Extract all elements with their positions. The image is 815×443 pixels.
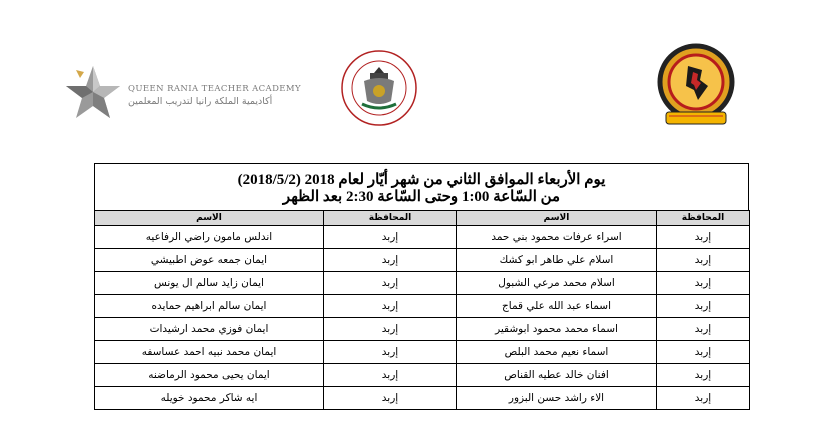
governorate-cell: إربد: [657, 387, 750, 410]
table-row: [95, 341, 750, 364]
governorate-cell: إربد: [324, 249, 457, 272]
table-row: [95, 272, 750, 295]
table-header-row: [95, 211, 750, 226]
col-header-name: الاسم: [95, 211, 324, 226]
col-header-governorate: المحافظة: [657, 211, 750, 226]
governorate-cell: إربد: [324, 318, 457, 341]
candidates-table: [94, 210, 750, 410]
qrta-name-ar: أكاديمية الملكة رانيا لتدريب المعلمين: [128, 96, 273, 107]
name-cell: ايمان فوزي محمد ارشيدات: [95, 318, 324, 341]
name-cell: اسراء عرفات محمود بني حمد: [457, 226, 657, 249]
name-cell: اسلام محمد مرعي الشبول: [457, 272, 657, 295]
governorate-cell: إربد: [324, 341, 457, 364]
name-cell: ايمان جمعه عوض اطبيشي: [95, 249, 324, 272]
name-cell: افنان خالد عطيه القناص: [457, 364, 657, 387]
name-cell: ايمان زايد سالم ال يونس: [95, 272, 324, 295]
governorate-cell: إربد: [657, 318, 750, 341]
governorate-cell: إربد: [657, 226, 750, 249]
civil-service-logo: [651, 42, 741, 134]
name-cell: اسماء عبد الله علي قماج: [457, 295, 657, 318]
schedule-time: من السّاعة 1:00 وحتى السّاعة 2:30 بعد الظهر: [282, 189, 561, 205]
governorate-cell: إربد: [324, 295, 457, 318]
governorate-cell: إربد: [657, 272, 750, 295]
table-row: [95, 318, 750, 341]
governorate-cell: إربد: [657, 295, 750, 318]
table-row: [95, 364, 750, 387]
qrta-name-en: QUEEN RANIA TEACHER ACADEMY: [128, 84, 302, 94]
table-row: [95, 226, 750, 249]
governorate-cell: إربد: [324, 226, 457, 249]
table-row: [95, 295, 750, 318]
star-icon: [62, 62, 124, 122]
governorate-cell: إربد: [657, 249, 750, 272]
name-cell: اسماء محمد محمود ابوشقير: [457, 318, 657, 341]
schedule-date: يوم الأربعاء الموافق الثاني من شهر أيّار لعام 2018 (2018/5/2): [237, 172, 606, 188]
ministry-seal: [340, 49, 418, 127]
name-cell: ايه شاكر محمود خويله: [95, 387, 324, 410]
name-cell: اندلس مامون راضي الرفاعيه: [95, 226, 324, 249]
schedule-header: [94, 163, 749, 211]
table-row: [95, 249, 750, 272]
name-cell: اسماء نعيم محمد البلص: [457, 341, 657, 364]
name-cell: ايمان محمد نبيه احمد عساسفه: [95, 341, 324, 364]
governorate-cell: إربد: [657, 341, 750, 364]
name-cell: اسلام علي طاهر ابو كشك: [457, 249, 657, 272]
col-header-governorate: المحافظة: [324, 211, 457, 226]
governorate-cell: إربد: [324, 272, 457, 295]
name-cell: ايمان سالم ابراهيم حمايده: [95, 295, 324, 318]
name-cell: ايمان يحيى محمود الرماضنه: [95, 364, 324, 387]
exam-schedule-sheet: [94, 163, 749, 423]
qrta-logo: [62, 62, 332, 122]
governorate-cell: إربد: [324, 387, 457, 410]
col-header-name: الاسم: [457, 211, 657, 226]
table-row: [95, 387, 750, 410]
governorate-cell: إربد: [324, 364, 457, 387]
governorate-cell: إربد: [657, 364, 750, 387]
name-cell: الاء راشد حسن البزور: [457, 387, 657, 410]
